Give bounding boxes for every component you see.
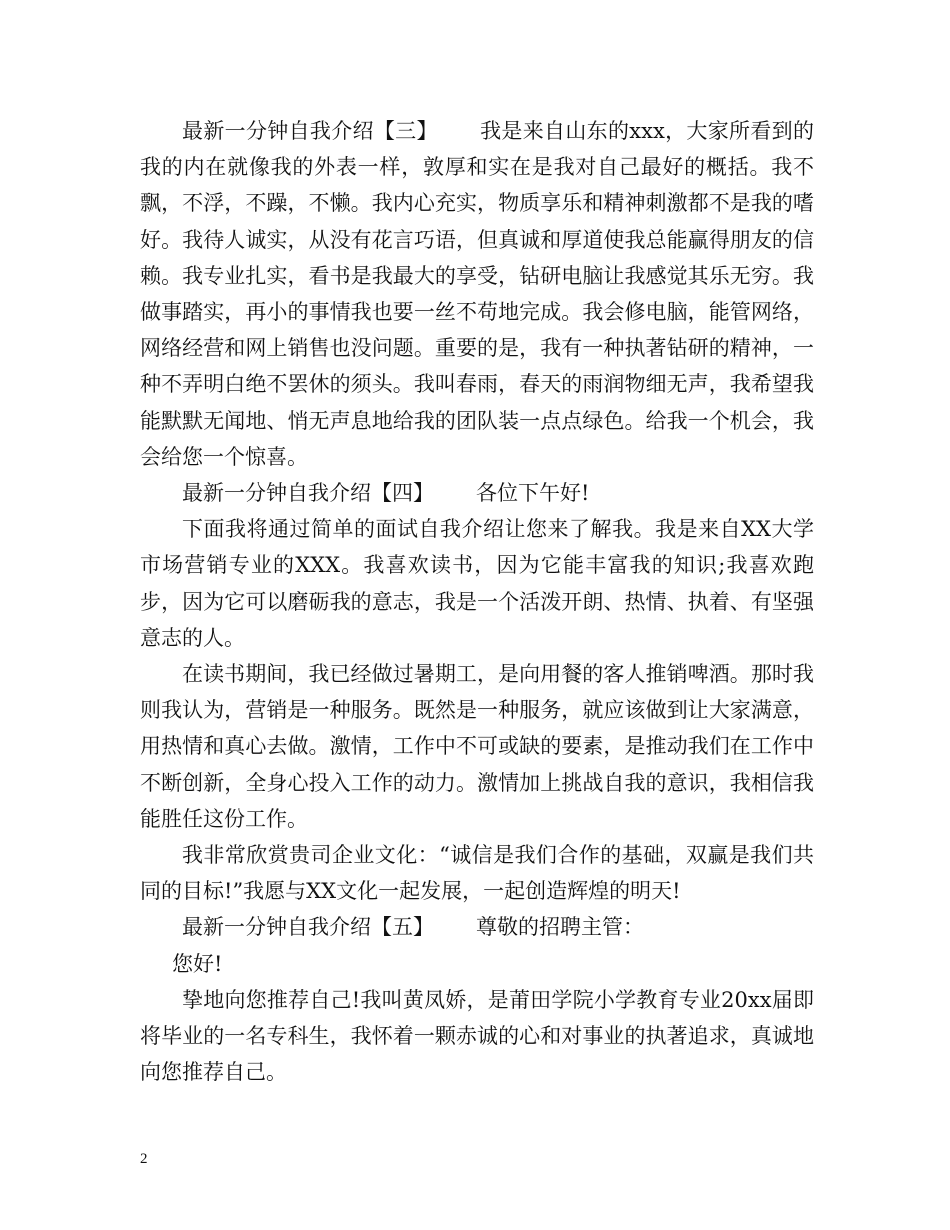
paragraph-text: 各位下午好! [476,481,590,506]
paragraph-body [140,656,814,837]
paragraph-text: 我是来自山东的xxx，大家所看到的我的内在就像我的外表一样，敦厚和实在是我对自己最好的概括。我不飘，不浮，不躁，不懒。我内心充实，物质享乐和精神刺激都不是我的嗜好。我待人诚实，从没有花言巧语，但真诚和厚道使我总能赢得朋友的信赖。我专业扎实，看书是我最大的享受，钻研电脑让我感觉其乐无穷。我做事踏实，再小的事情我也要一丝不苟地完成。我会修电脑，能管网络，网络经营和网上销售也没问题。重要的是，我有一种执著钻研的精神，一种不弄明白绝不罢休的须头。我叫春雨，春天的雨润物细无声，我希望我能默默无闻地、悄无声息地给我的团队装一点点绿色。给我一个机会，我会给您一个惊喜。 [140,119,814,469]
section-heading-four: 最新一分钟自我介绍【四】 [182,481,434,506]
paragraph-text: 我非常欣赏贵司企业文化：“诚信是我们合作的基础，双赢是我们共同的目标!”我愿与XX文化一起发展，一起创造辉煌的明天! [140,843,814,904]
paragraph-intro-five [140,909,814,945]
section-heading-five: 最新一分钟自我介绍【五】 [182,915,434,940]
paragraph-intro-four [140,475,814,511]
paragraph-text: 您好! [172,951,223,976]
document-body [140,113,814,1090]
paragraph-text: 下面我将通过简单的面试自我介绍让您来了解我。我是来自XX大学市场营销专业的XXX。我喜欢读书，因为它能丰富我的知识;我喜欢跑步，因为它可以磨砺我的意志，我是一个活泼开朗、热情、执着、有坚强意志的人。 [140,517,814,650]
paragraph-body [140,511,814,656]
paragraph-text: 在读书期间，我已经做过暑期工，是向用餐的客人推销啤酒。那时我则我认为，营销是一种服务。既然是一种服务，就应该做到让大家满意，用热情和真心去做。激情，工作中不可或缺的要素，是推动我们在工作中不断创新，全身心投入工作的动力。激情加上挑战自我的意识，我相信我能胜任这份工作。 [140,662,814,831]
section-heading-three: 最新一分钟自我介绍【三】 [182,119,438,143]
page-number: 2 [140,1151,148,1167]
paragraph-text: 尊敬的招聘主管： [476,915,644,940]
paragraph-greeting [140,946,814,982]
paragraph-text: 挚地向您推荐自己!我叫黄凤娇，是莆田学院小学教育专业20xx届即将毕业的一名专科生，我怀着一颗赤诚的心和对事业的执著追求，真诚地向您推荐自己。 [140,987,814,1085]
paragraph-body [140,982,814,1091]
paragraph-body [140,837,814,909]
paragraph-intro-three [140,113,814,475]
